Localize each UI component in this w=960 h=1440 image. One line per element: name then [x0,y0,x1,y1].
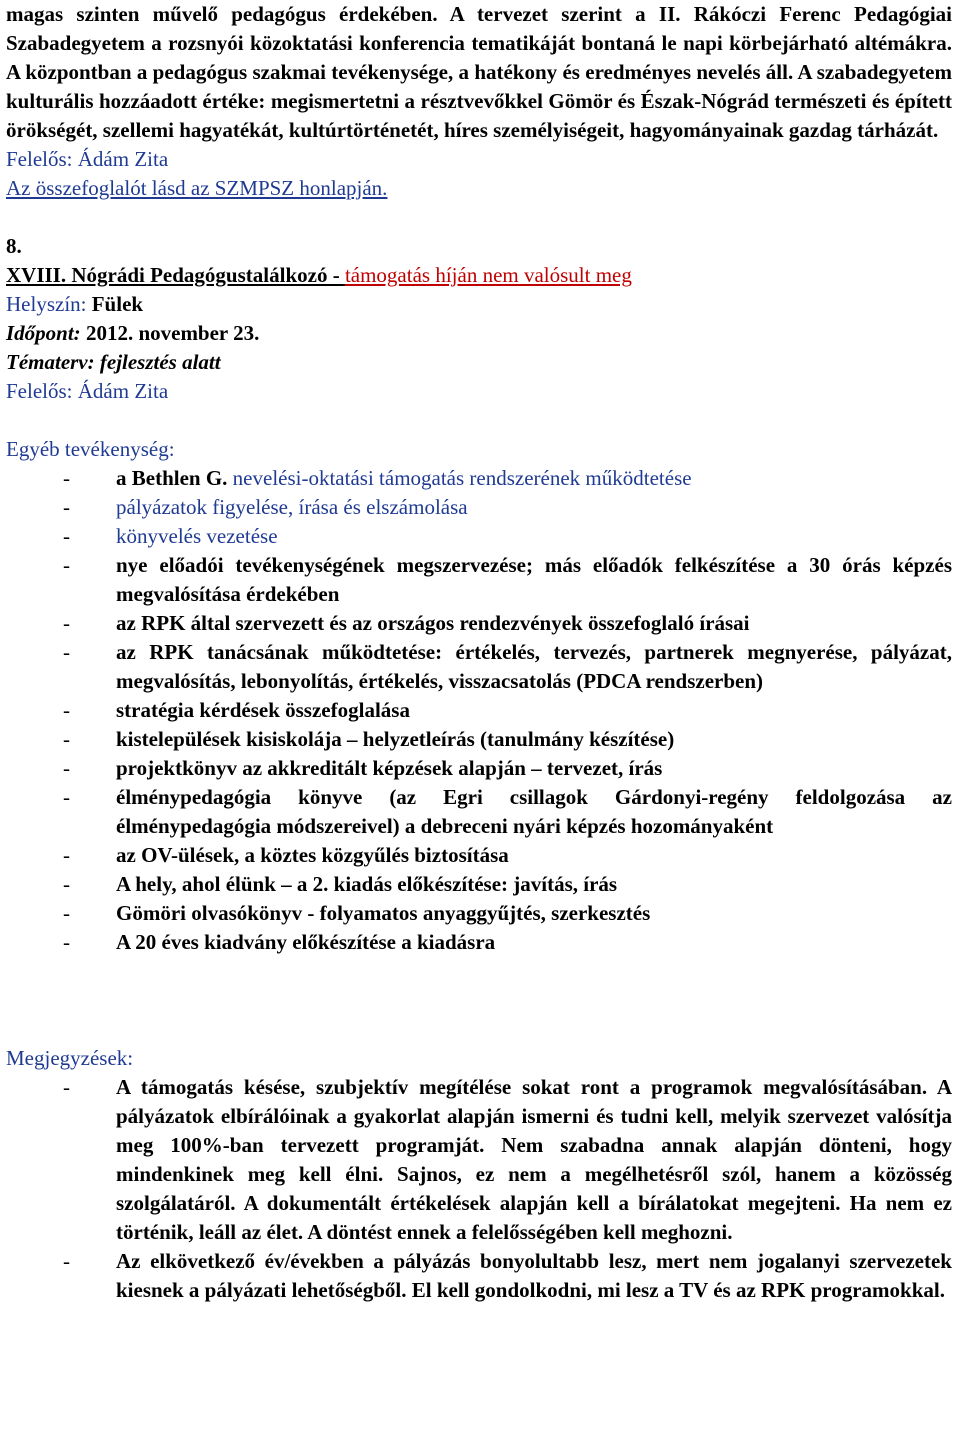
list-item [6,696,952,725]
other-heading: Egyéb tevékenység: [6,437,175,461]
list-item-lead: a Bethlen G. [116,466,228,490]
intro-paragraph: magas szinten művelő pedagógus érdekében. A tervezet szerint a II. Rákóczi Ferenc Pedagógiai Szabadegyetem a rozsnyói közoktatási konferencia tematikáját bontaná le napi körbejárható altémákra. A központban a pedagógus szakmai tevékenysége, a hatékony és eredményes nevelés áll. A szabadegyetem kulturális hozzáadott értéke: megismertetni a résztvevőkkel Gömör és Észak-Nógrád természeti és épített örökségét, szellemi hagyatékát, kultúrtörténetét, híres személyiségeit, hagyományainak gazdag tárházát. [6,2,952,142]
list-item-text: könyvelés vezetése [116,524,278,548]
list-item [6,638,952,696]
item-place [6,290,952,319]
list-item [6,493,952,522]
notes-heading: Megjegyzések: [6,1046,134,1070]
place-label: Helyszín: [6,292,87,316]
dash-bullet: - [63,843,70,867]
other-activities-list [6,464,952,957]
item-time [6,319,952,348]
list-item-text: Gömöri olvasókönyv - folyamatos anyaggyűjtés, szerkesztés [116,901,651,925]
item-plan: Tématerv: fejlesztés alatt [6,350,221,374]
responsible-name: Ádám Zita [77,379,169,403]
list-item-text: élménypedagógia könyve (az Egri csillagok Gárdonyi-regény feldolgozása az élménypedagógia módszereivel) a debreceni nyári képzés hozományaként [116,785,952,838]
dash-bullet: - [63,930,70,954]
dash-bullet: - [63,1075,70,1099]
dash-bullet: - [63,872,70,896]
dash-bullet: - [63,611,70,635]
list-item [6,899,952,928]
dash-bullet: - [63,698,70,722]
responsible-name: Ádám Zita [77,147,169,171]
list-item-text: az OV-ülések, a köztes közgyűlés biztosítása [116,843,509,867]
list-item-text: projektkönyv az akkreditált képzések alapján – tervezet, írás [116,756,663,780]
time-value: 2012. november 23. [85,321,260,345]
dash-bullet: - [63,466,70,490]
responsible-label: Felelős: [6,379,73,403]
time-label: Időpont: [6,321,81,345]
dash-bullet: - [63,495,70,519]
list-item [6,725,952,754]
list-item-text: nye előadói tevékenységének megszervezése; más előadók felkészítése a 30 órás képzés megvalósítása érdekében [116,553,952,606]
list-item [6,464,952,493]
intro-responsible [6,145,952,174]
list-item [6,522,952,551]
list-item [6,1247,952,1305]
list-item-text: A hely, ahol élünk – a 2. kiadás előkészítése: javítás, írás [116,872,618,896]
item-title-line [6,261,952,290]
dash-bullet: - [63,727,70,751]
list-item-text: az RPK által szervezett és az országos rendezvények összefoglaló írásai [116,611,750,635]
list-item-text: pályázatok figyelése, írása és elszámolása [116,495,468,519]
list-item-text: A 20 éves kiadvány előkészítése a kiadásra [116,930,496,954]
list-item-text: stratégia kérdések összefoglalása [116,698,410,722]
list-item [6,1073,952,1247]
spacer [6,957,952,1044]
list-item-text: az RPK tanácsának működtetése: értékelés, tervezés, partnerek megnyerése, pályázat, megvalósítás, lebonyolítás, értékelés, visszacsatolás (PDCA rendszerben) [116,640,952,693]
place-value: Fülek [91,292,144,316]
item-number: 8. [6,234,22,258]
dash-bullet: - [63,901,70,925]
dash-bullet: - [63,756,70,780]
list-item-rest: nevelési-oktatási támogatás rendszerének működtetése [227,466,692,490]
list-item [6,870,952,899]
notes-list [6,1073,952,1305]
list-item [6,783,952,841]
summary-link[interactable]: Az összefoglalót lásd az SZMPSZ honlapján. [6,176,388,200]
responsible-label: Felelős: [6,147,73,171]
list-item [6,841,952,870]
list-item [6,551,952,609]
spacer [6,203,952,232]
note-text: A támogatás késése, szubjektív megítélése sokat ront a programok megvalósításában. A pályázatok elbírálóinak a gyakorlat alapján ismerni és tudni kell, melyik szervezet valósítja meg 100%-ban tervezett programját. Nem szabadna annak alapján dönteni, hogy mindenkinek meg kell élni. Sajnos, ez nem a megélhetésről szól, hanem a közösség szolgálatáról. A dokumentált értékelések alapján kell a bírálatokat megejteni. Ha nem ez történik, leáll az élet. A döntést ennek a felelősségében kell meghozni. [116,1075,952,1244]
dash-bullet: - [63,640,70,664]
list-item [6,754,952,783]
item-status: támogatás híján nem valósult meg [344,263,632,287]
dash-bullet: - [63,785,70,809]
dash-bullet: - [63,1249,70,1273]
list-item [6,609,952,638]
dash-bullet: - [63,553,70,577]
spacer [6,406,952,435]
item-title: XVIII. Nógrádi Pedagógustalálkozó - [6,263,345,287]
list-item [6,928,952,957]
dash-bullet: - [63,524,70,548]
list-item-text: kistelepülések kisiskolája – helyzetleírás (tanulmány készítése) [116,727,675,751]
item-responsible [6,377,952,406]
note-text: Az elkövetkező év/években a pályázás bonyolultabb lesz, mert nem jogalanyi szervezetek kiesnek a pályázati lehetőségből. El kell gondolkodni, mi lesz a TV és az RPK programokkal. [116,1249,952,1302]
